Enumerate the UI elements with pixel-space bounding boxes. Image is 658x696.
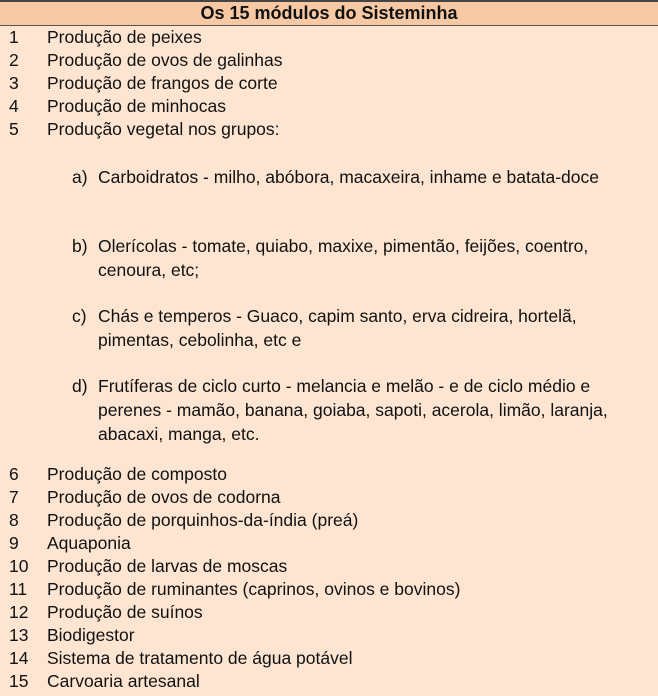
module-text: Aquaponia [47,533,131,553]
module-number: 10 [9,556,29,576]
module-text: Sistema de tratamento de água potável [47,648,353,668]
subgroup-text: Frutíferas de ciclo curto - melancia e melão - e de ciclo médio e perenes - mamão, banana, goiaba, sapoti, acerola, limão, laranja, abacaxi, manga, etc. [98,376,608,444]
table-body [0,26,658,696]
module-number: 4 [9,96,19,116]
module-number: 13 [9,625,29,645]
module-text: Produção de frangos de corte [47,73,278,93]
module-text: Produção de suínos [47,602,203,622]
module-number: 3 [9,73,19,93]
subgroup-item [72,304,632,352]
module-text: Produção de ruminantes (caprinos, ovinos e bovinos) [47,579,461,599]
module-text: Produção de larvas de moscas [47,556,288,576]
module-text: Produção de ovos de galinhas [47,50,283,70]
module-number: 9 [9,533,19,553]
subgroup-text: Chás e temperos - Guaco, capim santo, erva cidreira, hortelã, pimentas, cebolinha, etc e [98,306,577,350]
subgroup-item [72,165,632,189]
subgroup-text: Carboidratos - milho, abóbora, macaxeira, inhame e batata-doce [98,167,599,187]
module-text: Produção de ovos de codorna [47,487,281,507]
subgroup-letter: b) [72,236,88,256]
module-text: Produção de minhocas [47,96,226,116]
module-number: 5 [9,119,19,139]
subgroup-letter: a) [72,167,88,187]
subgroup-item [72,374,632,446]
module-number: 2 [9,50,19,70]
module-number: 11 [9,579,28,599]
module-number: 15 [9,671,29,691]
module-number: 6 [9,464,19,484]
module-text: Produção vegetal nos grupos: [47,119,280,139]
module-number: 14 [9,648,29,668]
module-text: Carvoaria artesanal [47,671,200,691]
subgroup-letter: c) [72,306,87,326]
module-text: Produção de porquinhos-da-índia (preá) [47,510,359,530]
module-number: 1 [9,27,19,47]
module-text: Produção de composto [47,464,227,484]
module-text: Biodigestor [47,625,135,645]
subgroup-item [72,234,632,282]
module-number: 7 [9,487,19,507]
subgroup-text: Olerícolas - tomate, quiabo, maxixe, pimentão, feijões, coentro, cenoura, etc; [98,236,589,280]
subgroup-letter: d) [72,376,88,396]
module-number: 8 [9,510,19,530]
module-number: 12 [9,602,29,622]
table-title: Os 15 módulos do Sisteminha [0,0,658,26]
module-text: Produção de peixes [47,27,202,47]
